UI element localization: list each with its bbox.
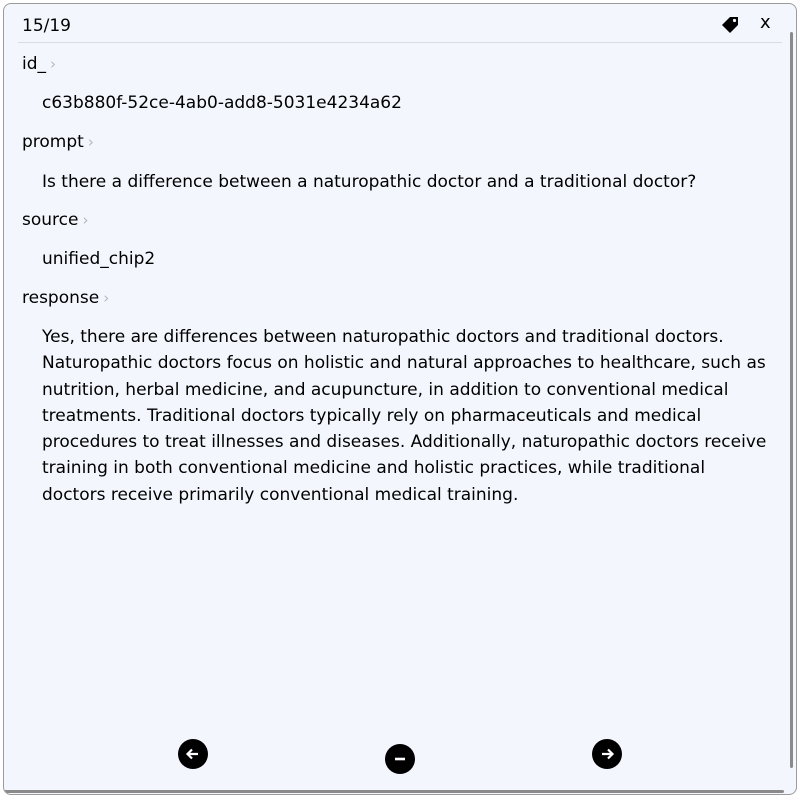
minus-icon <box>391 750 409 768</box>
tag-icon[interactable] <box>719 14 741 36</box>
chevron-right-icon[interactable]: › <box>103 289 110 307</box>
next-button[interactable] <box>592 739 622 769</box>
record-counter: 15/19 <box>22 16 71 36</box>
field-key-label: id_ <box>22 54 47 74</box>
header-divider <box>18 42 782 43</box>
remove-button[interactable] <box>385 744 415 774</box>
record-viewer-window <box>3 3 797 795</box>
field-key-source[interactable] <box>22 210 88 230</box>
vertical-scrollbar[interactable] <box>790 32 793 768</box>
field-value-prompt: Is there a difference between a naturopathic doctor and a traditional doctor? <box>42 172 697 192</box>
field-value-response: Yes, there are differences between naturopathic doctors and traditional doctors. Naturopathic doctors focus on holistic and natural approaches to healthcare, such as nutrition, herbal medicine, and acupuncture, in addition to conventional medical treatments. Traditional doctors typically rely on pharmaceuticals and medical procedures to treat illnesses and diseases. Additionally, naturopathic doctors receive training in both conventional medicine and holistic practices, while traditional doctors receive primarily conventional medical training. <box>42 327 767 505</box>
field-value-source: unified_chip2 <box>42 249 156 269</box>
arrow-left-icon <box>184 745 202 763</box>
previous-button[interactable] <box>178 739 208 769</box>
close-button[interactable]: x <box>760 12 771 33</box>
field-key-response[interactable] <box>22 288 109 308</box>
field-value-id: c63b880f-52ce-4ab0-add8-5031e4234a62 <box>42 93 402 113</box>
chevron-right-icon[interactable]: › <box>87 133 94 151</box>
chevron-right-icon[interactable]: › <box>50 55 57 73</box>
field-key-label: response <box>22 288 100 308</box>
chevron-right-icon[interactable]: › <box>82 211 89 229</box>
horizontal-scrollbar[interactable] <box>4 790 784 793</box>
field-key-prompt[interactable] <box>22 132 94 152</box>
field-key-label: source <box>22 210 79 230</box>
arrow-right-icon <box>598 745 616 763</box>
field-key-id[interactable] <box>22 54 56 74</box>
field-key-label: prompt <box>22 132 84 152</box>
